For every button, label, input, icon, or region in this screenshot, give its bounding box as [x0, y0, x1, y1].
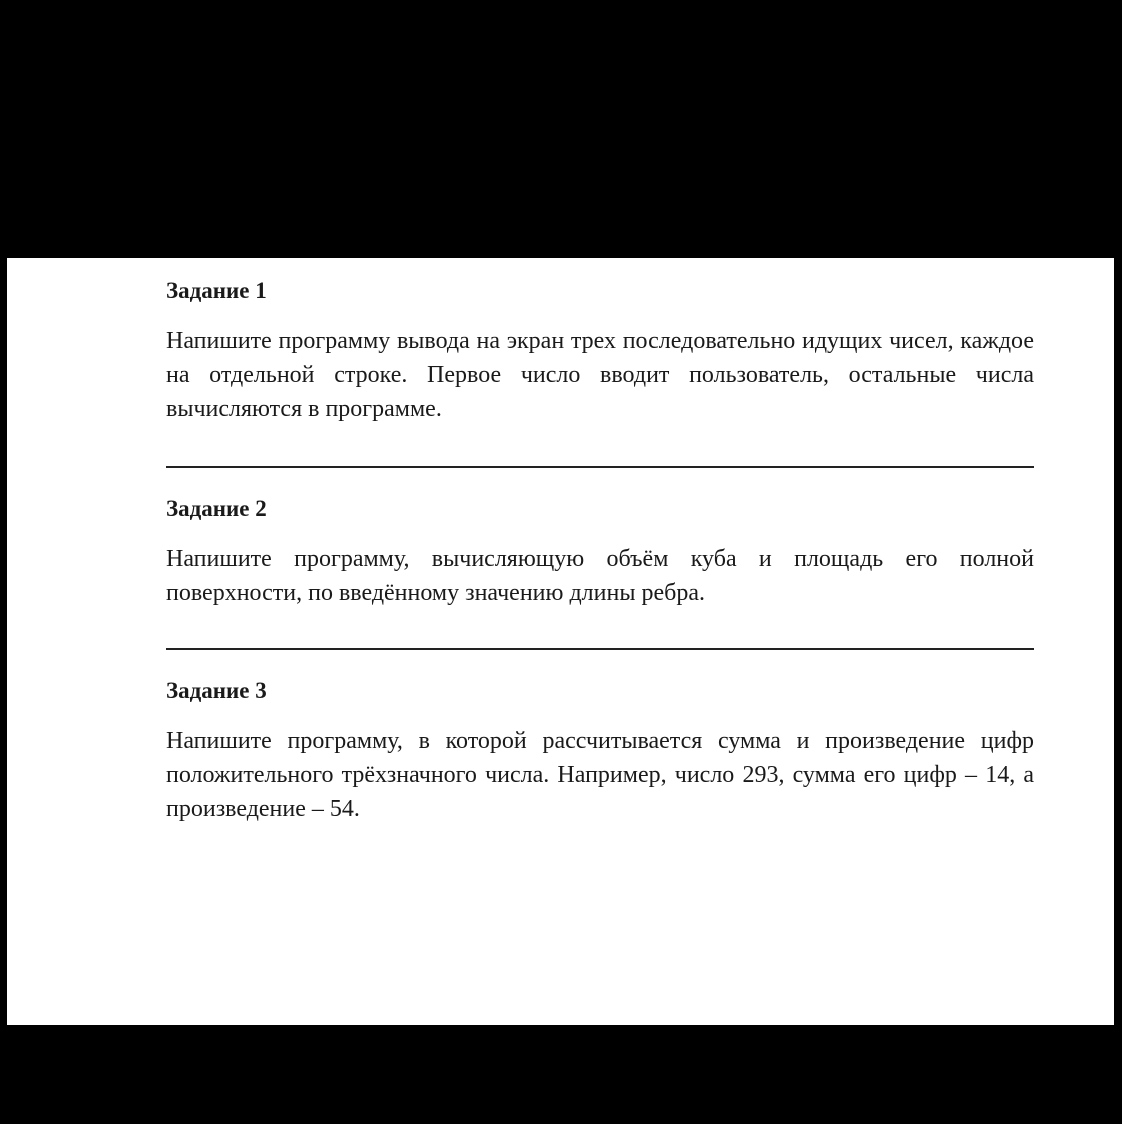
divider-1	[166, 466, 1034, 468]
divider-2	[166, 648, 1034, 650]
document-content	[166, 276, 1034, 826]
task-3-title: Задание 3	[166, 678, 267, 703]
task-1-text: Напишите программу вывода на экран трех последовательно идущих чисел, каждое на отдельной строке. Первое число вводит пользователь, остальные числа вычисляются в программе.	[166, 328, 1034, 422]
task-2-text: Напишите программу, вычисляющую объём куба и площадь его полной поверхности, по введённому значению длины ребра.	[166, 546, 1034, 606]
task-3-text: Напишите программу, в которой рассчитывается сумма и произведение цифр положительного трёхзначного числа. Например, число 293, сумма его цифр – 14, а произведение – 54.	[166, 728, 1034, 822]
document-page	[7, 258, 1114, 1025]
task-2	[166, 494, 1034, 610]
task-3	[166, 676, 1034, 826]
task-1-title: Задание 1	[166, 278, 267, 303]
task-2-title: Задание 2	[166, 496, 267, 521]
task-1	[166, 276, 1034, 426]
